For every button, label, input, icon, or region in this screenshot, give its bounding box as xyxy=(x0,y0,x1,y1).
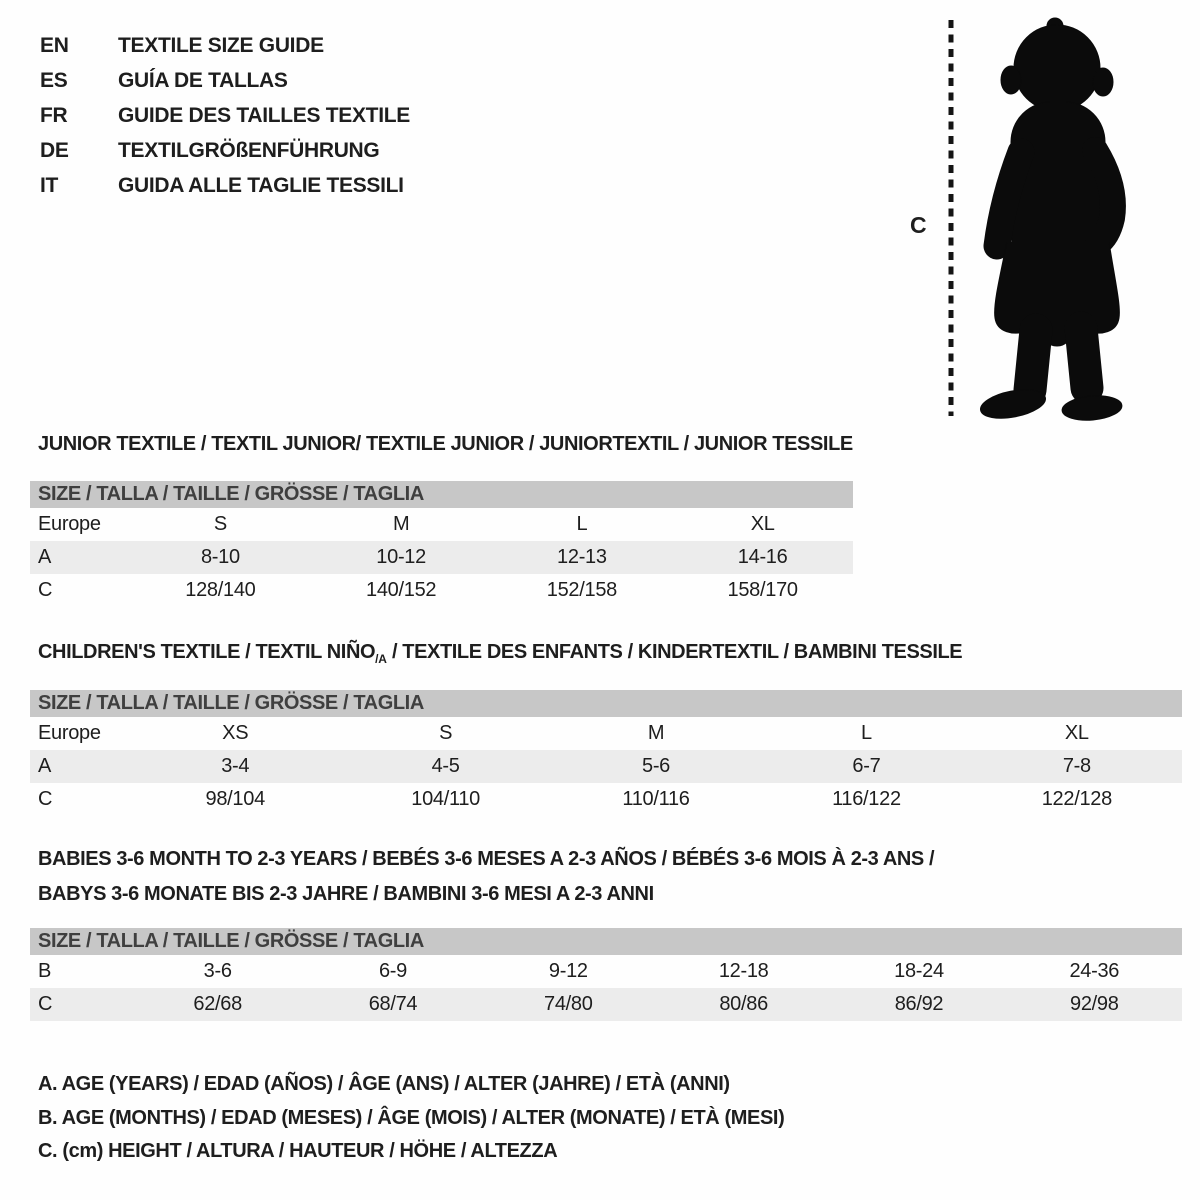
table-cell: 98/104 xyxy=(205,788,265,810)
table-cell: 152/158 xyxy=(546,579,617,601)
language-row-en xyxy=(40,28,410,63)
table-cell: L xyxy=(861,722,872,744)
size-header-bar: SIZE / TALLA / TAILLE / GRÖSSE / TAGLIA xyxy=(30,690,1182,717)
table-cell: 128/140 xyxy=(185,579,256,601)
table-row-europe xyxy=(30,717,1182,750)
table-cell: 80/86 xyxy=(719,993,768,1015)
table-cell: 7-8 xyxy=(1062,755,1091,777)
language-row-fr xyxy=(40,98,410,133)
table-cell: 24-36 xyxy=(1069,960,1120,982)
table-row-months xyxy=(30,955,1182,988)
children-size-table xyxy=(30,690,1182,816)
language-row-it xyxy=(40,168,410,203)
row-label: B xyxy=(38,960,52,982)
language-code: ES xyxy=(40,68,68,92)
table-cell: 18-24 xyxy=(894,960,944,982)
table-cell: 92/98 xyxy=(1070,993,1119,1015)
table-cell: XS xyxy=(222,722,249,744)
table-cell: 122/128 xyxy=(1041,788,1112,810)
row-label: Europe xyxy=(38,722,101,744)
children-title-pre: CHILDREN'S TEXTILE / TEXTIL NIÑO xyxy=(38,641,376,663)
table-cell: 10-12 xyxy=(376,546,426,568)
table-cell: S xyxy=(213,513,227,535)
table-cell: 5-6 xyxy=(642,755,671,777)
size-header-bar: SIZE / TALLA / TAILLE / GRÖSSE / TAGLIA xyxy=(30,928,1182,955)
table-cell: S xyxy=(439,722,453,744)
language-code: EN xyxy=(40,33,69,57)
children-title-post: / TEXTILE DES ENFANTS / KINDERTEXTIL / BAMBINI TESSILE xyxy=(386,641,963,663)
babies-size-table xyxy=(30,928,1182,1021)
table-cell: 4-5 xyxy=(431,755,460,777)
toddler-silhouette-icon xyxy=(935,14,1150,424)
table-cell: 3-6 xyxy=(203,960,232,982)
row-label: A xyxy=(38,546,52,568)
table-cell: 12-18 xyxy=(718,960,769,982)
table-cell: 9-12 xyxy=(548,960,588,982)
table-cell: 68/74 xyxy=(368,993,418,1015)
toddler-body xyxy=(978,18,1123,423)
table-cell: 14-16 xyxy=(737,546,788,568)
guide-title-es: GUÍA DE TALLAS xyxy=(118,68,288,92)
junior-section-title: JUNIOR TEXTILE / TEXTIL JUNIOR/ TEXTILE JUNIOR / JUNIORTEXTIL / JUNIOR TESSILE xyxy=(38,433,853,455)
language-code: DE xyxy=(40,138,69,162)
children-title-subscript: /A xyxy=(375,652,387,666)
babies-section-title-line2: BABYS 3-6 MONATE BIS 2-3 JAHRE / BAMBINI 3-6 MESI A 2-3 ANNI xyxy=(38,883,654,905)
table-row-age xyxy=(30,541,853,574)
table-cell: 104/110 xyxy=(411,788,480,810)
table-cell: 6-7 xyxy=(852,755,881,777)
table-row-age xyxy=(30,750,1182,783)
table-cell: L xyxy=(576,513,588,535)
table-cell: 86/92 xyxy=(894,993,944,1015)
language-code: IT xyxy=(40,173,59,197)
row-label: Europe xyxy=(38,513,101,535)
table-cell: 74/80 xyxy=(544,993,593,1015)
guide-title-fr: GUIDE DES TAILLES TEXTILE xyxy=(118,103,410,127)
children-section-title xyxy=(38,641,962,666)
table-cell: 158/170 xyxy=(727,579,798,601)
row-label: C xyxy=(38,993,53,1015)
row-label: C xyxy=(38,788,53,810)
guide-title-it: GUIDA ALLE TAGLIE TESSILI xyxy=(118,173,404,197)
table-cell: XL xyxy=(1064,722,1089,744)
table-row-height xyxy=(30,574,853,607)
babies-section-title-line1: BABIES 3-6 MONTH TO 2-3 YEARS / BEBÉS 3-6 MESES A 2-3 AÑOS / BÉBÉS 3-6 MOIS À 2-3 ANS / xyxy=(38,848,935,870)
guide-title-de: TEXTILGRÖßENFÜHRUNG xyxy=(118,138,380,162)
table-cell: 12-13 xyxy=(557,546,607,568)
table-cell: M xyxy=(392,513,410,535)
table-cell: XL xyxy=(750,513,775,535)
table-cell: 8-10 xyxy=(200,546,240,568)
table-cell: 140/152 xyxy=(366,579,437,601)
size-header-bar: SIZE / TALLA / TAILLE / GRÖSSE / TAGLIA xyxy=(30,481,853,508)
language-row-es xyxy=(40,63,410,98)
table-row-height xyxy=(30,783,1182,816)
table-cell: M xyxy=(647,722,665,744)
table-row-height xyxy=(30,988,1182,1021)
language-title-list xyxy=(40,28,410,203)
table-cell: 110/116 xyxy=(622,788,690,810)
row-label: C xyxy=(38,579,53,601)
legend-age-years: A. AGE (YEARS) / EDAD (AÑOS) / ÂGE (ANS) / ALTER (JAHRE) / ETÀ (ANNI) xyxy=(38,1073,730,1095)
language-code: FR xyxy=(40,103,68,127)
legend-age-months: B. AGE (MONTHS) / EDAD (MESES) / ÂGE (MOIS) / ALTER (MONATE) / ETÀ (MESI) xyxy=(38,1107,785,1129)
table-row-europe xyxy=(30,508,853,541)
table-cell: 116/122 xyxy=(832,788,901,810)
guide-title-en: TEXTILE SIZE GUIDE xyxy=(118,33,324,57)
table-cell: 62/68 xyxy=(193,993,242,1015)
table-cell: 3-4 xyxy=(221,755,250,777)
junior-size-table xyxy=(30,481,853,607)
language-row-de xyxy=(40,133,410,168)
row-label: A xyxy=(38,755,52,777)
height-measure-label: C xyxy=(910,212,927,238)
legend-height-cm: C. (cm) HEIGHT / ALTURA / HAUTEUR / HÖHE / ALTEZZA xyxy=(38,1140,558,1162)
table-cell: 6-9 xyxy=(378,960,407,982)
